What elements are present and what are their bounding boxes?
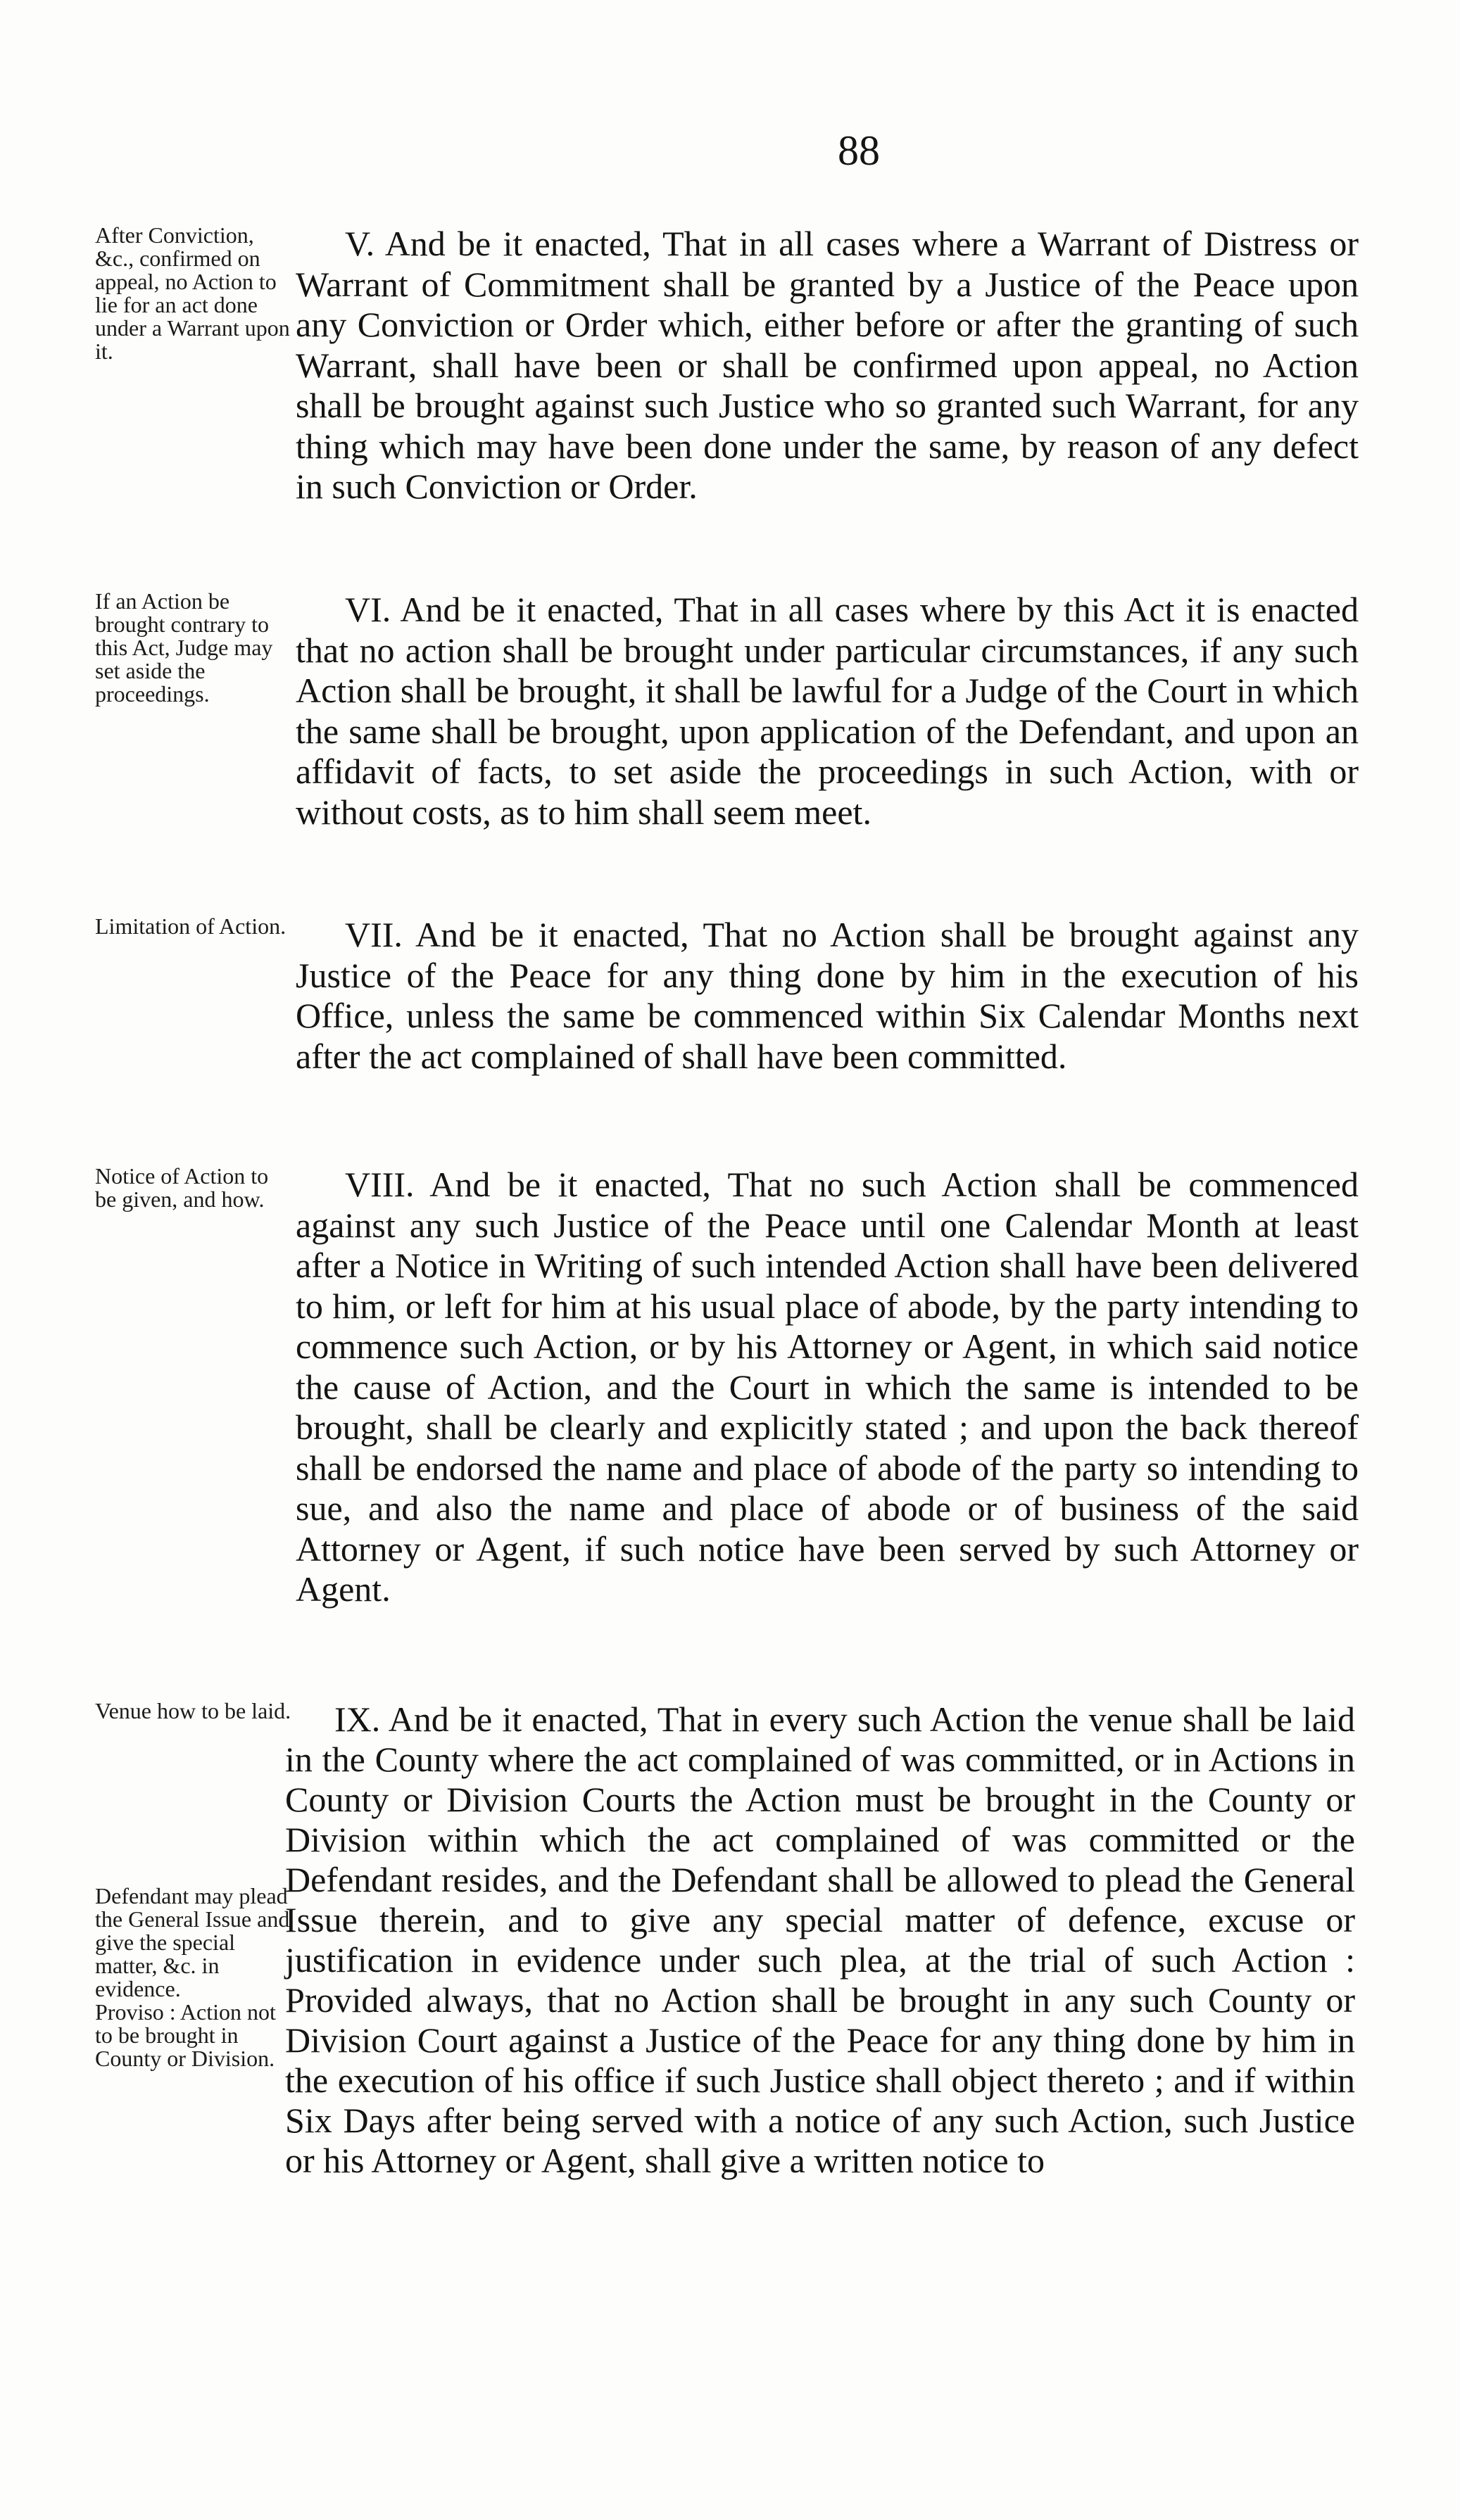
section-number: VI. xyxy=(345,590,391,629)
margin-note-proviso: Proviso : Action not to be brought in County or Division. xyxy=(95,1999,276,2071)
margin-note-6: If an Action be brought contrary to this Act, Judge may set aside the proceedings. xyxy=(95,588,273,707)
section-5-text xyxy=(296,224,1359,507)
section-body: And be it enacted, That in every such Action the venue shall be laid in the County where the act complained of was committed, or in Actions in County or Division Courts the Action must be brought in the County or Division within which the act complained of was committed or the Defendant resides, and the Defendant shall be allowed to plead the General Issue therein, and to give any special matter of defence, excuse or justification in evidence under such plea, at the trial of such Action : Provided always, that no Action shall be brought in any such County or Division Court against a Justice of the Peace for any thing done by him in the execution of his office if such Justice shall object thereto ; and if within Six Days after being served with a notice of any such Action, such Justice or his Attorney or Agent, shall give a written notice to xyxy=(285,1699,1355,2180)
section-body: And be it enacted, That no Action shall be brought against any Justice of the Peace for any thing done by him in the execution of his Office, unless the same be commenced within Six Calendar Months next after the act complained of shall have been committed. xyxy=(296,915,1359,1076)
section-number: IX. xyxy=(334,1699,381,1739)
margin-note-venue: Venue how to be laid. xyxy=(95,1698,291,1723)
section-7-text xyxy=(296,915,1359,1077)
margin-note-7: Limitation of Action. xyxy=(95,913,287,939)
margin-notes-9 xyxy=(95,1699,292,2070)
margin-note-8: Notice of Action to be given, and how. xyxy=(95,1163,269,1212)
margin-note-5: After Conviction, &c., confirmed on appeal, no Action to lie for an act done under a Warrant upon it. xyxy=(95,222,290,364)
section-body: And be it enacted, That in all cases where a Warrant of Distress or Warrant of Commitment shall be granted by a Justice of the Peace upon any Conviction or Order which, either before or after the granting of such Warrant, shall have been or shall be confirmed upon appeal, no Action shall be brought against such Justice who so granted such Warrant, for any thing which may have been done under the same, by reason of any defect in such Conviction or Order. xyxy=(296,224,1359,506)
section-6-text xyxy=(296,590,1359,832)
section-9-text xyxy=(285,1699,1355,2181)
section-body: And be it enacted, That in all cases where by this Act it is enacted that no action shall be brought under particular circumstances, if any such Action shall be brought, it shall be lawful for a Judge of the Court in which the same shall be brought, upon application of the Defendant, and upon an affidavit of facts, to set aside the proceedings in such Action, with or without costs, as to him shall seem meet. xyxy=(296,590,1359,832)
section-number: V. xyxy=(345,224,375,263)
margin-note-defendant: Defendant may plead the General Issue and give the special matter, &c. in evidence. xyxy=(95,1883,290,2001)
page-number: 88 xyxy=(838,127,880,174)
section-8-text xyxy=(296,1165,1359,1610)
section-number: VIII. xyxy=(345,1165,415,1204)
section-number: VII. xyxy=(345,915,403,954)
section-body: And be it enacted, That no such Action shall be commenced against any such Justice of the Peace until one Calendar Month at least after a Notice in Writing of such intended Action shall have been delivered to him, or left for him at his usual place of abode, by the party intending to commence such Action, or by his Attorney or Agent, in which said notice the cause of Action, and the Court in which the same is intended to be brought, shall be clearly and explicitly stated ; and upon the back thereof shall be endorsed the name and place of abode of the party so intending to sue, and also the name and place of abode or of business of the said Attorney or Agent, if such notice have been served by such Attorney or Agent. xyxy=(296,1165,1359,1609)
